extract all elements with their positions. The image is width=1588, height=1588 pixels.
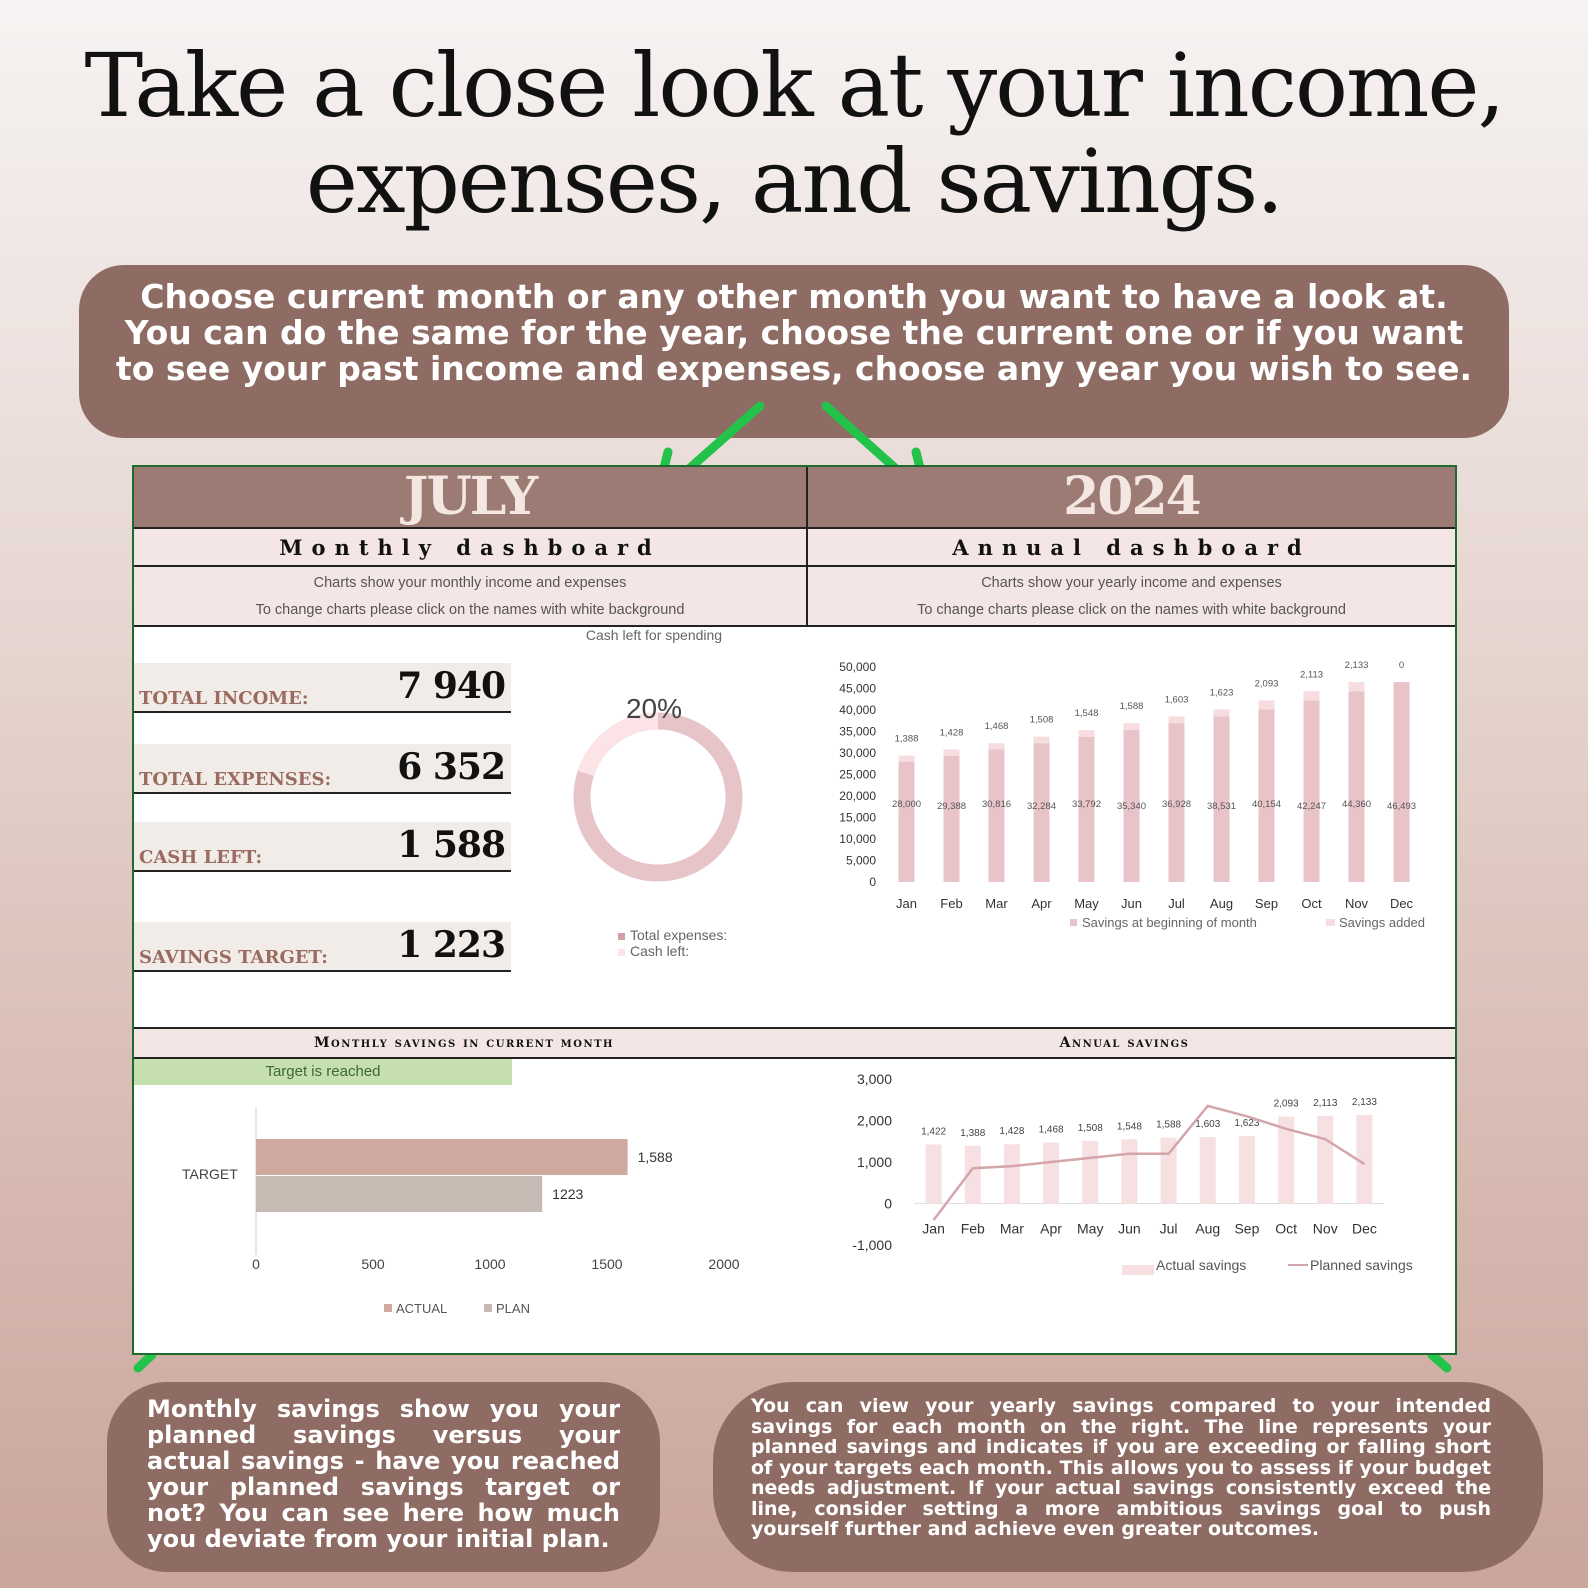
legend-label: Savings at beginning of month xyxy=(1082,915,1257,930)
data-label: 1223 xyxy=(552,1186,584,1202)
donut-title: Cash left for spending xyxy=(585,627,723,643)
x-tick-label: Jul xyxy=(1168,896,1185,911)
legend-label: Total expenses: xyxy=(630,927,728,943)
x-tick-label: Apr xyxy=(1031,896,1052,911)
y-tick-label: 35,000 xyxy=(839,724,876,739)
bar-savings-added xyxy=(1124,723,1140,730)
x-tick-label: Jun xyxy=(1121,896,1142,911)
bar-actual-savings xyxy=(1317,1116,1333,1204)
legend-swatch xyxy=(1326,919,1335,926)
arrow-bottom-right xyxy=(1432,1355,1447,1368)
kpi-label: TOTAL INCOME: xyxy=(139,688,309,709)
target-status-badge: Target is reached xyxy=(134,1059,512,1085)
kpi-total-expenses xyxy=(134,744,511,794)
x-tick-label: Apr xyxy=(1040,1220,1062,1237)
y-tick-label: 40,000 xyxy=(839,703,876,717)
x-tick-label: Dec xyxy=(1389,896,1414,911)
legend-swatch xyxy=(1070,919,1077,926)
legend-label: PLAN xyxy=(496,1301,530,1316)
top-callout-line-1: Choose current month or any other month you want to have a look at. xyxy=(140,277,1448,316)
y-tick-label: 5,000 xyxy=(845,853,876,868)
x-tick-label: Jan xyxy=(922,1220,945,1237)
legend-item-expenses xyxy=(618,927,727,943)
bar-actual xyxy=(256,1139,628,1175)
data-label: 1,603 xyxy=(1195,1118,1221,1130)
headline-line-1: Take a close look at your income, xyxy=(84,34,1504,137)
x-tick-label: Feb xyxy=(960,1220,985,1237)
data-label-added: 0 xyxy=(1398,660,1405,672)
bar-savings-beginning xyxy=(1034,743,1050,882)
annual-note xyxy=(808,567,1455,627)
legend-swatch xyxy=(618,933,625,940)
bar-savings-added xyxy=(1214,709,1230,716)
y-tick-label: 2,000 xyxy=(856,1112,892,1129)
legend-label: Savings added xyxy=(1339,915,1426,930)
bar-actual-savings xyxy=(1082,1141,1098,1204)
data-label-beginning: 30,816 xyxy=(981,799,1012,810)
annual-savings-chart xyxy=(824,1067,1454,1347)
x-tick-label: Mar xyxy=(985,896,1008,911)
bar-savings-added xyxy=(1349,682,1365,691)
category-label: TARGET xyxy=(182,1166,238,1182)
data-label: 1,422 xyxy=(921,1126,947,1138)
bar-plan xyxy=(256,1176,542,1212)
data-label: 2,133 xyxy=(1351,1096,1377,1108)
donut-cash-slice xyxy=(586,721,658,774)
y-tick-label: -1,000 xyxy=(852,1237,892,1253)
bar-actual-savings xyxy=(1200,1137,1216,1204)
y-tick-label: 30,000 xyxy=(839,746,876,760)
data-label-added: 1,428 xyxy=(939,727,964,739)
data-label: 1,388 xyxy=(960,1127,986,1139)
x-tick-label: Oct xyxy=(1301,896,1322,911)
top-callout-line-3: to see your past income and expenses, choose any year you wish to see. xyxy=(115,349,1473,388)
bar-savings-added xyxy=(1304,691,1320,700)
y-tick-label: 20,000 xyxy=(839,789,876,803)
data-label-beginning: 36,928 xyxy=(1161,799,1192,810)
data-label-added: 2,133 xyxy=(1344,660,1369,672)
data-label-beginning: 35,340 xyxy=(1116,801,1147,812)
x-tick-label: 0 xyxy=(252,1256,260,1272)
bar-savings-beginning xyxy=(899,762,915,882)
data-label-added: 1,388 xyxy=(894,733,919,745)
x-tick-label: May xyxy=(1074,896,1099,911)
x-tick-label: May xyxy=(1077,1220,1104,1237)
x-tick-label: Sep xyxy=(1234,1220,1260,1237)
y-tick-label: 0 xyxy=(869,875,876,889)
monthly-dashboard-title: Monthly dashboard xyxy=(134,527,808,567)
x-tick-label: Feb xyxy=(940,896,963,911)
x-tick-label: Dec xyxy=(1351,1220,1377,1237)
monthly-note-line-1: Charts show your monthly income and expenses xyxy=(313,575,627,591)
year-selector[interactable]: 2024 xyxy=(808,467,1455,527)
data-label: 1,548 xyxy=(1116,1121,1142,1133)
data-label-beginning: 44,360 xyxy=(1341,799,1372,810)
data-label-beginning: 32,284 xyxy=(1026,801,1057,812)
arrow-to-month xyxy=(690,406,760,468)
y-tick-label: 1,000 xyxy=(856,1154,892,1170)
monthly-note xyxy=(134,567,808,627)
y-tick-label: 50,000 xyxy=(839,660,876,674)
y-tick-label: 0 xyxy=(884,1195,892,1212)
kpi-value: 6 352 xyxy=(397,746,505,788)
cash-left-donut xyxy=(554,682,774,892)
x-tick-label: 2000 xyxy=(708,1256,740,1272)
data-label-added: 1,623 xyxy=(1209,687,1234,699)
kpi-value: 7 940 xyxy=(397,665,505,707)
x-tick-label: 1000 xyxy=(474,1256,506,1272)
data-label-beginning: 42,247 xyxy=(1296,801,1327,812)
annual-savings-title: Annual savings xyxy=(794,1027,1455,1059)
month-selector[interactable]: JULY xyxy=(134,467,808,527)
x-tick-label: Jan xyxy=(896,896,917,911)
y-tick-label: 10,000 xyxy=(839,832,876,846)
kpi-savings-target xyxy=(134,922,511,972)
monthly-savings-chart xyxy=(134,1087,774,1347)
x-tick-label: Aug xyxy=(1209,896,1234,911)
bar-savings-added xyxy=(989,743,1005,749)
donut-legend xyxy=(618,927,727,959)
bottom-right-callout: You can view your yearly savings compared to your intended savings for each month on the right. The line represents your planned savings and indicates if you are exceeding or falling short of your targets each month. This allows you to assess if your budget needs adjustment. If your actual savings consistently exceed the line, consider setting a more ambitious savings goal to push yourself further and achieve even greater outcomes. xyxy=(713,1382,1543,1572)
bar-savings-added xyxy=(1169,716,1185,723)
bar-savings-beginning xyxy=(989,749,1005,882)
y-tick-label: 15,000 xyxy=(839,810,876,825)
bar-actual-savings xyxy=(1004,1144,1020,1203)
data-label: 1,508 xyxy=(1077,1122,1103,1134)
data-label-beginning: 33,792 xyxy=(1071,799,1102,810)
bar-savings-beginning xyxy=(1349,691,1365,882)
top-callout-line-2: You can do the same for the year, choose the current one or if you want xyxy=(124,313,1464,352)
legend-label: ACTUAL xyxy=(396,1301,448,1316)
bar-savings-beginning xyxy=(1259,709,1275,882)
bar-savings-added xyxy=(1034,737,1050,743)
planned-savings-line xyxy=(934,1106,1365,1220)
y-tick-label: 3,000 xyxy=(856,1071,892,1087)
bottom-left-callout: Monthly savings show you your planned savings versus your actual savings - have you reached your planned savings target or not? You can see here how much you deviate from your initial plan. xyxy=(107,1382,660,1572)
data-label: 2,093 xyxy=(1273,1098,1299,1110)
data-label-beginning: 28,000 xyxy=(891,799,922,810)
arrow-to-year xyxy=(826,406,895,468)
bar-actual-savings xyxy=(1239,1136,1255,1203)
data-label: 1,623 xyxy=(1234,1118,1260,1130)
x-tick-label: Oct xyxy=(1275,1220,1297,1237)
kpi-label: SAVINGS TARGET: xyxy=(139,947,328,968)
legend-label: Planned savings xyxy=(1310,1257,1413,1273)
x-tick-label: Mar xyxy=(999,1220,1024,1237)
x-tick-label: 500 xyxy=(361,1256,385,1272)
bar-actual-savings xyxy=(1043,1143,1059,1204)
bar-savings-added xyxy=(944,749,960,755)
data-label: 1,428 xyxy=(999,1126,1025,1138)
legend-swatch xyxy=(484,1304,492,1312)
kpi-label: CASH LEFT: xyxy=(139,847,263,868)
bar-actual-savings xyxy=(1121,1139,1137,1203)
data-label: 1,588 xyxy=(1156,1119,1182,1131)
data-label-beginning: 38,531 xyxy=(1206,801,1237,812)
bar-actual-savings xyxy=(926,1144,942,1203)
kpi-value: 1 223 xyxy=(397,924,505,966)
x-tick-label: Nov xyxy=(1312,1220,1338,1237)
bar-savings-beginning xyxy=(1304,700,1320,882)
legend-label: Actual savings xyxy=(1156,1257,1247,1273)
bar-savings-beginning xyxy=(1214,716,1230,882)
data-label: 2,113 xyxy=(1313,1097,1338,1109)
dashboard xyxy=(132,465,1457,1355)
bar-savings-beginning xyxy=(1394,682,1410,882)
data-label-beginning: 46,493 xyxy=(1386,801,1417,812)
data-label-added: 1,548 xyxy=(1074,708,1099,720)
bar-savings-added xyxy=(1079,730,1095,737)
headline-line-2: expenses, and savings. xyxy=(305,130,1283,233)
data-label-beginning: 29,388 xyxy=(936,801,967,812)
kpi-value: 1 588 xyxy=(397,824,505,866)
data-label-added: 1,468 xyxy=(984,721,1009,733)
donut-center-label: 20% xyxy=(625,693,683,724)
arrow-bottom-left xyxy=(138,1355,152,1368)
data-label-added: 2,113 xyxy=(1299,669,1324,681)
kpi-total-income xyxy=(134,663,511,713)
bar-savings-beginning xyxy=(944,756,960,882)
legend-item-cash xyxy=(618,943,727,959)
x-tick-label: Jun xyxy=(1118,1220,1141,1237)
data-label-added: 1,508 xyxy=(1029,714,1054,726)
kpi-cash-left xyxy=(134,822,511,872)
legend-label: Cash left: xyxy=(630,943,690,959)
y-tick-label: 25,000 xyxy=(839,767,876,782)
monthly-savings-title: Monthly savings in current month xyxy=(134,1027,794,1059)
annual-note-line-2: To change charts please click on the names with white background xyxy=(917,602,1346,618)
annual-dashboard-title: Annual dashboard xyxy=(808,527,1455,567)
kpi-label: TOTAL EXPENSES: xyxy=(139,769,332,790)
data-label-added: 1,603 xyxy=(1164,694,1189,706)
bar-savings-added xyxy=(1259,700,1275,709)
data-label-beginning: 40,154 xyxy=(1251,799,1282,810)
x-tick-label: Sep xyxy=(1254,896,1279,911)
annual-note-line-1: Charts show your yearly income and expenses xyxy=(981,575,1282,591)
data-label: 1,468 xyxy=(1038,1124,1064,1136)
x-tick-label: Jul xyxy=(1159,1220,1178,1237)
y-tick-label: 45,000 xyxy=(839,681,876,696)
legend-swatch xyxy=(618,949,625,956)
data-label-added: 1,588 xyxy=(1119,701,1144,713)
legend-swatch xyxy=(384,1304,392,1312)
x-tick-label: 1500 xyxy=(591,1256,623,1272)
monthly-note-line-2: To change charts please click on the names with white background xyxy=(255,602,685,618)
bar-savings-added xyxy=(899,756,915,762)
x-tick-label: Nov xyxy=(1344,896,1369,911)
legend-swatch xyxy=(1122,1265,1154,1275)
data-label-added: 2,093 xyxy=(1254,678,1279,690)
annual-savings-bar-chart xyxy=(814,647,1454,987)
data-label: 1,588 xyxy=(637,1149,673,1165)
x-tick-label: Aug xyxy=(1195,1220,1221,1237)
